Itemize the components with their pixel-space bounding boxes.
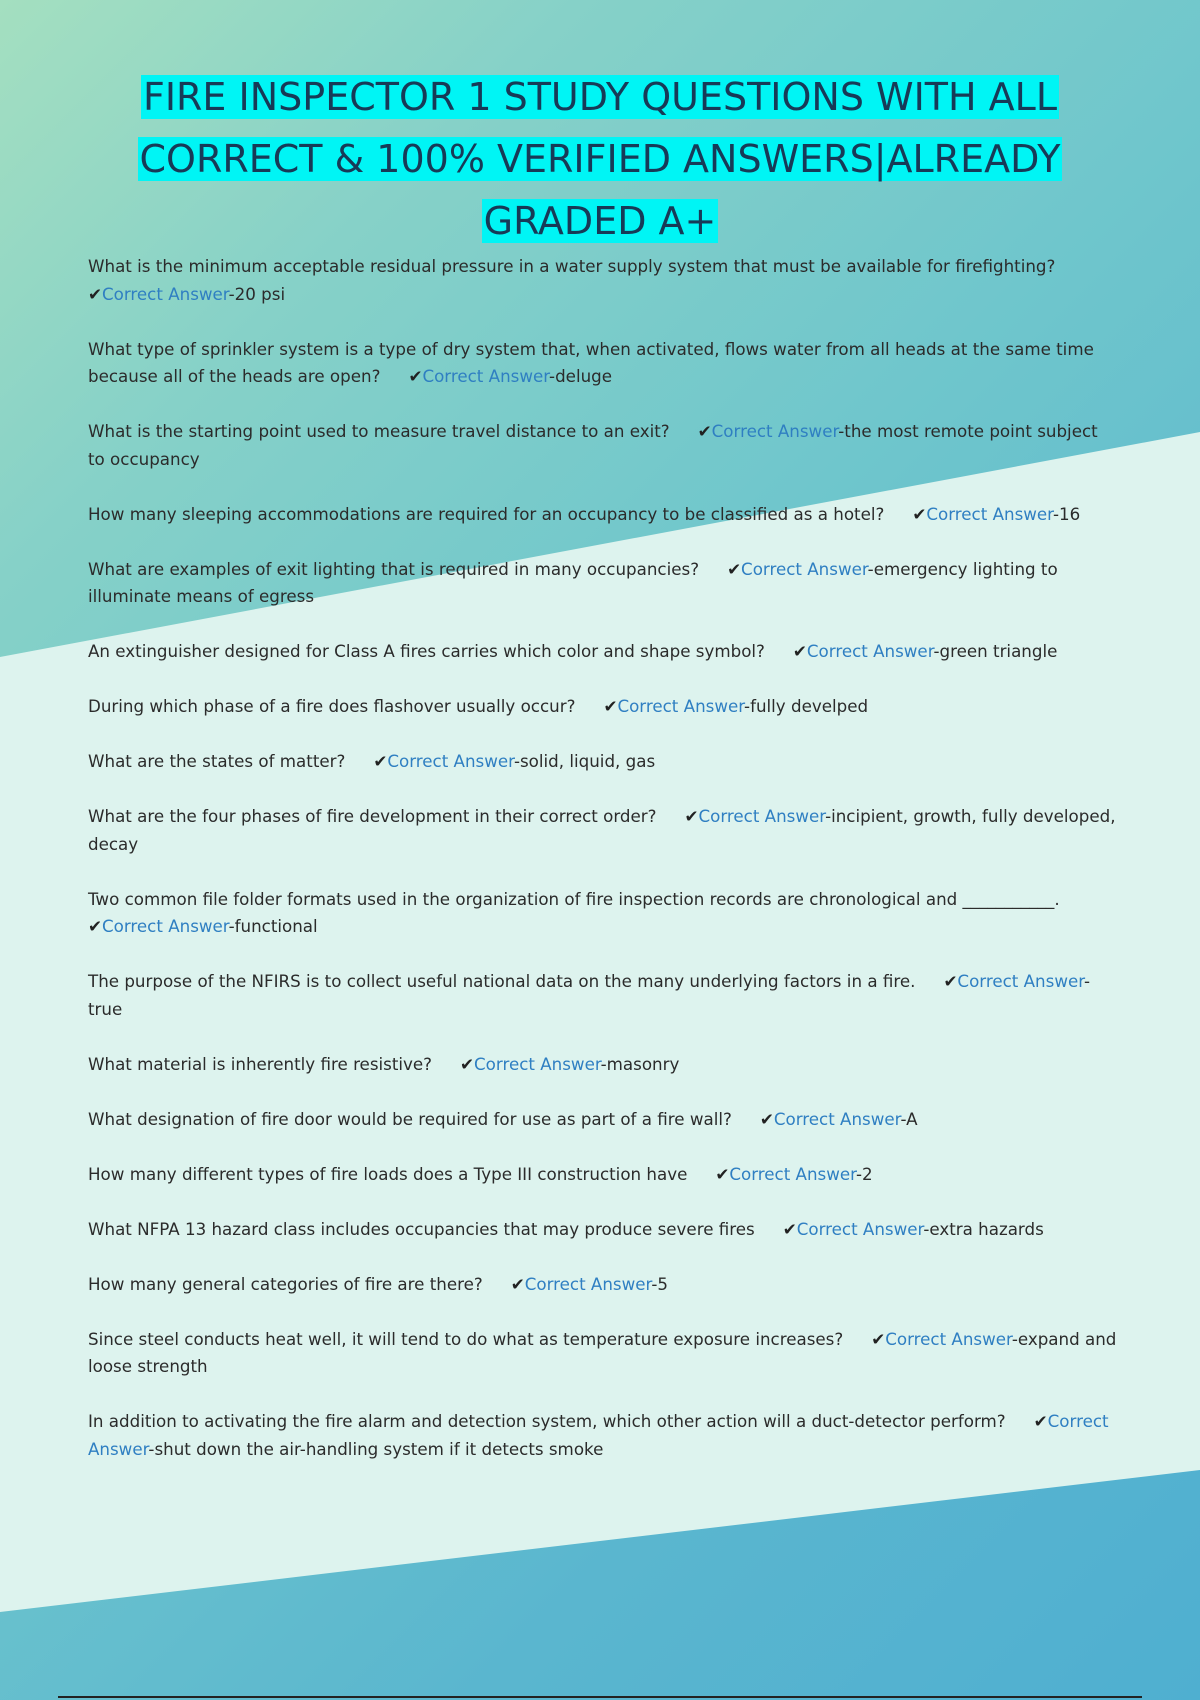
correct-answer-label: Correct Answer: [101, 916, 229, 936]
question-item: [88, 1271, 1118, 1299]
answer-text: the most remote point subject to occupancy: [88, 421, 1098, 469]
question-item: [88, 803, 1118, 858]
answer-text: 20 psi: [234, 283, 286, 304]
checkmark-icon: ✔: [727, 558, 742, 579]
question-item: [88, 1161, 1118, 1189]
answer-separator: -: [825, 806, 832, 826]
correct-answer-label: Correct Answer: [796, 1218, 924, 1239]
answer-text: emergency lighting to illuminate means of egress: [88, 558, 1058, 606]
question-item: [88, 336, 1118, 391]
question-text: What are examples of exit lighting that is required in many occupancies?: [88, 558, 700, 579]
checkmark-icon: ✔: [943, 971, 958, 991]
answer-separator: -: [923, 1218, 930, 1239]
question-item: [88, 418, 1118, 473]
answer-text: 16: [1059, 503, 1081, 524]
answer-separator: -: [148, 1438, 155, 1459]
answer-text: solid, liquid, gas: [519, 751, 656, 771]
answer-separator: -: [228, 916, 235, 936]
question-list: [88, 253, 1118, 1491]
question-text: How many sleeping accommodations are required for an occupancy to be classified as a hotel?: [88, 503, 885, 524]
title-line-3: GRADED A+: [483, 199, 717, 243]
question-item: [88, 748, 1118, 776]
correct-answer-label: Correct Answer: [806, 641, 934, 661]
checkmark-icon: ✔: [684, 806, 699, 826]
answer-separator: -: [1084, 971, 1091, 991]
question-item: [88, 638, 1118, 666]
question-item: [88, 1051, 1118, 1079]
answer-separator: -: [933, 641, 940, 661]
page-title: [60, 66, 1140, 252]
correct-answer-label: Correct Answer: [698, 806, 826, 826]
checkmark-icon: ✔: [460, 1053, 475, 1074]
question-text: What type of sprinkler system is a type of dry system that, when activated, flows water from all heads at the same time because all of the heads are open?: [88, 338, 1094, 386]
checkmark-icon: ✔: [715, 1163, 730, 1184]
answer-separator: -: [867, 558, 874, 579]
checkmark-icon: ✔: [408, 366, 423, 386]
correct-answer-label: Correct Answer: [773, 1108, 901, 1129]
question-text: The purpose of the NFIRS is to collect useful national data on the many underlying factors in a fire.: [88, 971, 916, 991]
answer-text: 2: [861, 1163, 873, 1184]
answer-separator: -: [838, 421, 845, 441]
question-text: An extinguisher designed for Class A fires carries which color and shape symbol?: [88, 641, 765, 661]
question-item: [88, 501, 1118, 529]
question-item: [88, 693, 1118, 721]
checkmark-icon: ✔: [912, 503, 927, 524]
correct-answer-label: Correct Answer: [524, 1273, 652, 1294]
question-text: During which phase of a fire does flashover usually occur?: [88, 696, 576, 716]
answer-text: fully develped: [750, 696, 869, 716]
answer-separator: -: [228, 283, 235, 304]
title-line-2: CORRECT & 100% VERIFIED ANSWERS|ALREADY: [139, 137, 1061, 181]
question-text: Two common file folder formats used in the organization of fire inspection records are chronological and ___________.: [88, 888, 1060, 909]
title-line-1: FIRE INSPECTOR 1 STUDY QUESTIONS WITH ALL: [142, 75, 1058, 119]
answer-separator: -: [744, 696, 751, 716]
answer-text: incipient, growth, fully developed, decay: [88, 806, 1116, 854]
question-text: How many different types of fire loads does a Type III construction have: [88, 1163, 688, 1184]
correct-answer-label: Correct Answer: [729, 1163, 856, 1184]
checkmark-icon: ✔: [871, 1328, 886, 1349]
answer-text: true: [88, 998, 123, 1019]
question-item: [88, 253, 1118, 308]
checkmark-icon: ✔: [373, 751, 388, 771]
answer-text: A: [906, 1108, 918, 1129]
checkmark-icon: ✔: [782, 1218, 797, 1239]
question-item: [88, 1106, 1118, 1134]
question-item: [88, 968, 1118, 1023]
question-text: What NFPA 13 hazard class includes occupancies that may produce severe fires: [88, 1218, 755, 1239]
answer-separator: -: [900, 1108, 907, 1129]
answer-text: functional: [234, 916, 318, 936]
answer-separator: -: [855, 1163, 862, 1184]
answer-text: 5: [657, 1273, 668, 1294]
correct-answer-label: Correct Answer: [711, 421, 839, 441]
answer-text: green triangle: [939, 641, 1058, 661]
answer-separator: -: [513, 751, 520, 771]
correct-answer-label: Correct Answer: [88, 1411, 1109, 1459]
question-item: [88, 1408, 1118, 1463]
correct-answer-label: Correct Answer: [387, 751, 514, 771]
answer-text: deluge: [555, 366, 613, 386]
footer-rule: [58, 1696, 1142, 1698]
question-text: What is the starting point used to measure travel distance to an exit?: [88, 421, 670, 441]
checkmark-icon: ✔: [510, 1273, 525, 1294]
correct-answer-label: Correct Answer: [422, 366, 550, 386]
checkmark-icon: ✔: [697, 421, 712, 441]
answer-separator: -: [1011, 1328, 1018, 1349]
correct-answer-label: Correct Answer: [926, 503, 1053, 524]
question-text: What is the minimum acceptable residual pressure in a water supply system that must be available for firefighting?: [88, 256, 1056, 276]
question-text: What are the states of matter?: [88, 751, 346, 771]
question-text: What designation of fire door would be required for use as part of a fire wall?: [88, 1108, 732, 1129]
question-item: [88, 886, 1118, 941]
correct-answer-label: Correct Answer: [617, 696, 745, 716]
checkmark-icon: ✔: [759, 1108, 774, 1129]
answer-separator: -: [1052, 503, 1059, 524]
question-text: How many general categories of fire are there?: [88, 1273, 483, 1294]
question-text: What are the four phases of fire development in their correct order?: [88, 806, 657, 826]
question-text: What material is inherently fire resistive?: [88, 1053, 433, 1074]
question-item: [88, 556, 1118, 611]
answer-text: masonry: [606, 1053, 680, 1074]
answer-text: shut down the air-handling system if it detects smoke: [154, 1438, 604, 1459]
answer-text: expand and loose strength: [88, 1328, 1117, 1376]
answer-separator: -: [549, 366, 556, 386]
correct-answer-label: Correct Answer: [957, 971, 1085, 991]
checkmark-icon: ✔: [88, 283, 102, 304]
checkmark-icon: ✔: [88, 916, 102, 936]
question-item: [88, 1326, 1118, 1381]
checkmark-icon: ✔: [792, 641, 807, 661]
correct-answer-label: Correct Answer: [474, 1053, 601, 1074]
checkmark-icon: ✔: [603, 696, 618, 716]
answer-text: extra hazards: [929, 1218, 1044, 1239]
answer-separator: -: [600, 1053, 607, 1074]
question-item: [88, 1216, 1118, 1244]
checkmark-icon: ✔: [1033, 1411, 1048, 1431]
question-text: In addition to activating the fire alarm and detection system, which other action will a duct-detector perform?: [88, 1411, 1006, 1431]
question-text: Since steel conducts heat well, it will tend to do what as temperature exposure increases?: [88, 1328, 844, 1349]
correct-answer-label: Correct Answer: [101, 283, 229, 304]
answer-separator: -: [651, 1273, 658, 1294]
correct-answer-label: Correct Answer: [885, 1328, 1012, 1349]
correct-answer-label: Correct Answer: [741, 558, 868, 579]
